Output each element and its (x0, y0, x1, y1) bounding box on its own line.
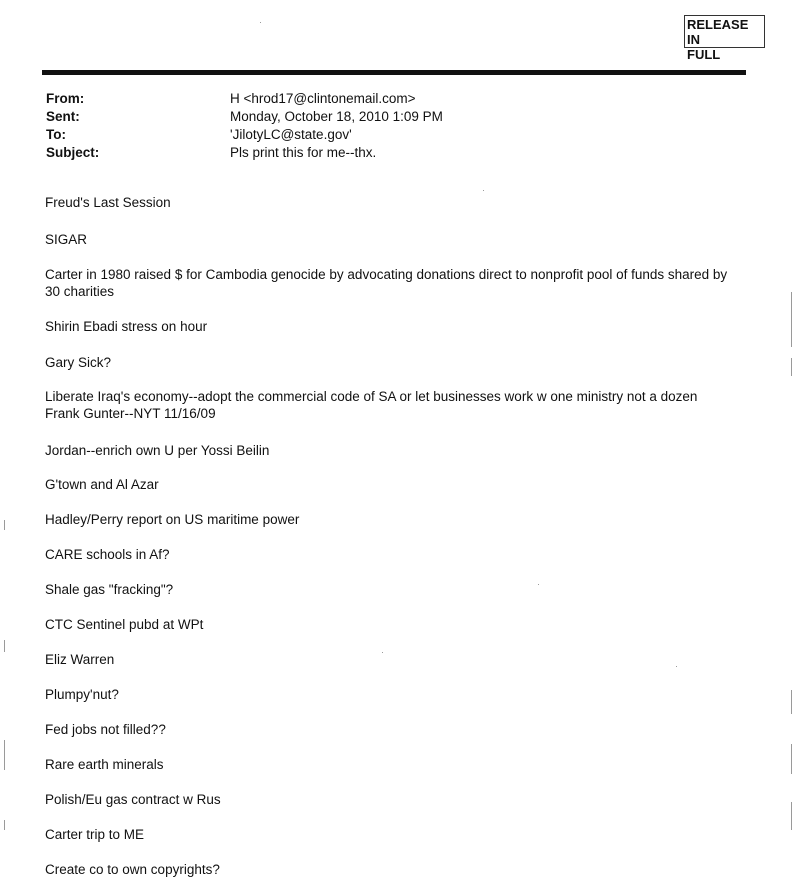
release-stamp-line-2: FULL (687, 47, 721, 62)
email-header (46, 90, 746, 162)
body-line: Liberate Iraq's economy--adopt the commercial code of SA or let businesses work w one ministry not a dozen Frank Gunter--NYT 11/16/09 (45, 389, 698, 421)
from-value: H <hrod17@clintonemail.com> (230, 91, 416, 106)
from-row (46, 90, 746, 108)
sent-label: Sent: (46, 109, 80, 124)
scan-edge-mark (4, 640, 5, 652)
scan-speck (382, 652, 383, 653)
body-line: Rare earth minerals (45, 757, 164, 772)
body-line: Polish/Eu gas contract w Rus (45, 792, 221, 807)
scan-speck (260, 22, 261, 23)
subject-label: Subject: (46, 145, 100, 160)
release-stamp (684, 15, 765, 62)
body-line: Hadley/Perry report on US maritime power (45, 512, 300, 527)
header-divider (42, 70, 746, 75)
to-value: 'JilotyLC@state.gov' (230, 127, 352, 142)
body-line: Eliz Warren (45, 652, 115, 667)
body-line: Shale gas "fracking"? (45, 582, 174, 597)
to-label: To: (46, 127, 66, 142)
to-row (46, 126, 746, 144)
scan-edge-mark (791, 690, 792, 714)
scan-edge-mark (4, 520, 5, 530)
scan-edge-mark (4, 740, 5, 770)
body-line: Shirin Ebadi stress on hour (45, 319, 208, 334)
scan-edge-mark (791, 292, 792, 347)
body-line: G'town and Al Azar (45, 477, 159, 492)
subject-row (46, 144, 746, 162)
body-line: Carter trip to ME (45, 827, 145, 842)
body-line: Create co to own copyrights? (45, 862, 220, 877)
scan-speck (538, 584, 539, 585)
body-line: Plumpy'nut? (45, 687, 119, 702)
subject-value: Pls print this for me--thx. (230, 145, 377, 160)
scan-edge-mark (4, 820, 5, 830)
scan-edge-mark (791, 744, 792, 774)
body-line: Gary Sick? (45, 355, 112, 370)
body-line: CTC Sentinel pubd at WPt (45, 617, 204, 632)
from-label: From: (46, 91, 85, 106)
body-line: SIGAR (45, 232, 88, 247)
body-line: Freud's Last Session (45, 195, 171, 210)
body-line: Fed jobs not filled?? (45, 722, 166, 737)
scan-edge-mark (791, 802, 792, 830)
body-line: Carter in 1980 raised $ for Cambodia genocide by advocating donations direct to nonprofit pool of funds shared by 30 charities (45, 267, 728, 299)
sent-row (46, 108, 746, 126)
release-stamp-line-1: RELEASE IN (687, 17, 749, 47)
body-line: CARE schools in Af? (45, 547, 170, 562)
body-line: Jordan--enrich own U per Yossi Beilin (45, 443, 270, 458)
scan-edge-mark (791, 358, 792, 376)
scan-speck (676, 666, 677, 667)
scan-speck (483, 190, 484, 191)
sent-value: Monday, October 18, 2010 1:09 PM (230, 109, 443, 124)
